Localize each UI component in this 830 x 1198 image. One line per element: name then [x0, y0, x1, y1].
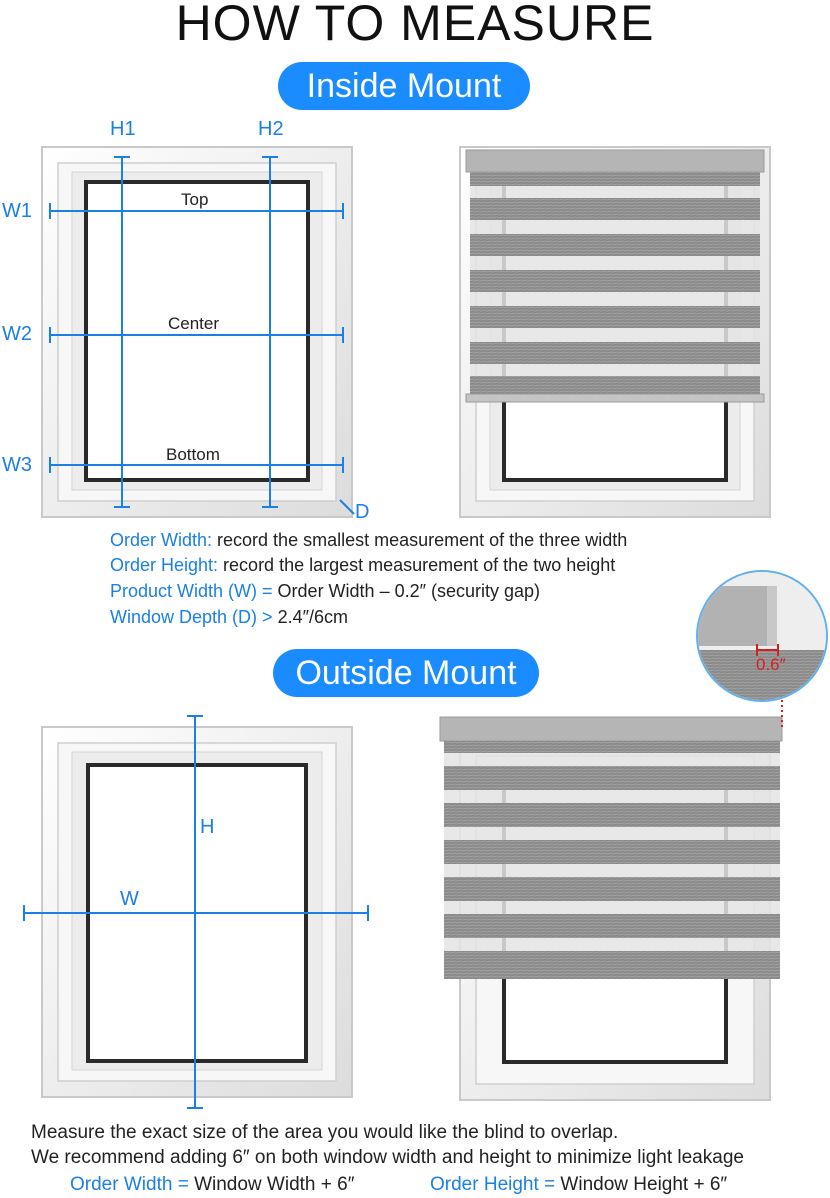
outside-mount-heading: Outside Mount	[273, 649, 539, 697]
h2-label: H2	[258, 118, 284, 140]
depth-label: D	[355, 501, 370, 523]
outside-note-1: Measure the exact size of the area you would like the blind to overlap.	[31, 1122, 619, 1143]
inside-note-product-width	[110, 579, 540, 604]
w2-label: W2	[2, 323, 32, 345]
formula-order-width	[70, 1172, 354, 1198]
formula-key: Order Width =	[70, 1174, 189, 1195]
bottom-label: Bottom	[166, 445, 220, 464]
note-key: Window Depth (D) >	[110, 607, 273, 627]
zoom-detail-circle	[697, 571, 827, 701]
center-label: Center	[168, 314, 220, 333]
inside-note-window-depth	[110, 605, 348, 630]
inside-blind-picture	[460, 147, 770, 517]
outside-blind-picture	[440, 700, 782, 1100]
gap-label: 0.6″	[756, 655, 786, 674]
w3-label: W3	[2, 454, 32, 476]
note-text: record the largest measurement of the two height	[218, 555, 616, 575]
w-label: W	[120, 888, 139, 910]
top-label: Top	[181, 190, 209, 209]
page-title: HOW TO MEASURE	[175, 0, 655, 51]
w1-label: W1	[2, 200, 32, 222]
inside-note-order-width	[110, 528, 627, 553]
h-label: H	[200, 816, 215, 838]
formula-text: Window Height + 6″	[555, 1174, 728, 1195]
formula-order-height	[430, 1172, 727, 1198]
note-text: Order Width – 0.2″ (security gap)	[272, 581, 541, 601]
note-key: Order Width:	[110, 530, 213, 550]
note-text: 2.4″/6cm	[272, 607, 348, 627]
outside-note-2: We recommend adding 6″ on both window width and height to minimize light leakage	[31, 1147, 744, 1168]
note-text: record the smallest measurement of the three width	[212, 530, 628, 550]
h1-label: H1	[110, 118, 136, 140]
formula-text: Window Width + 6″	[188, 1174, 355, 1195]
note-key: Order Height:	[110, 555, 219, 575]
inside-mount-heading: Inside Mount	[278, 62, 530, 110]
formula-key: Order Height =	[430, 1174, 556, 1195]
inside-note-order-height	[110, 553, 615, 578]
note-key: Product Width (W) =	[110, 581, 273, 601]
